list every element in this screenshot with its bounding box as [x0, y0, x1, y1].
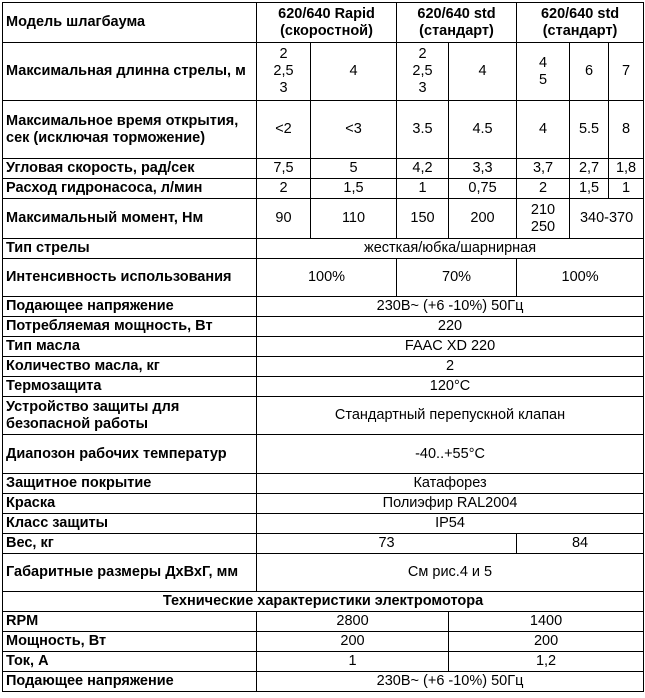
row-label: Максимальная длинна стрелы, м — [3, 43, 257, 101]
cell-value: 4 — [311, 43, 397, 101]
row-coating — [3, 474, 644, 494]
cell-value: жесткая/юбка/шарнирная — [257, 239, 644, 259]
cell-value: -40..+55°С — [257, 435, 644, 474]
cell-value: 7 — [609, 43, 644, 101]
cell-value: 1400 — [449, 612, 644, 632]
row-motor-rpm — [3, 612, 644, 632]
cell-value: 3.5 — [397, 101, 449, 159]
cell-value: 8 — [609, 101, 644, 159]
cell-value: 5 — [311, 159, 397, 179]
cell-value: 5.5 — [570, 101, 609, 159]
row-label: Диапозон рабочих температур — [3, 435, 257, 474]
cell-value: 220 — [257, 317, 644, 337]
row-pump-flow — [3, 179, 644, 199]
col-std1-header: 620/640 std (стандарт) — [397, 3, 517, 43]
row-label: Мощность, Вт — [3, 632, 257, 652]
cell-value: 230В~ (+6 -10%) 50Гц — [257, 672, 644, 692]
cell-value: 1 — [257, 652, 449, 672]
row-label: Расход гидронасоса, л/мин — [3, 179, 257, 199]
cell-value: 2,7 — [570, 159, 609, 179]
row-label: Габаритные размеры ДхВхГ, мм — [3, 554, 257, 592]
row-label: Угловая скорость, рад/сек — [3, 159, 257, 179]
row-protection — [3, 514, 644, 534]
col-std2-header: 620/640 std (стандарт) — [517, 3, 644, 43]
row-label: Устройство защиты для безопасной работы — [3, 397, 257, 435]
cell-value: 7,5 — [257, 159, 311, 179]
cell-value: 73 — [257, 534, 517, 554]
cell-value: 4.5 — [449, 101, 517, 159]
cell-value: 2 — [257, 179, 311, 199]
row-boom-type — [3, 239, 644, 259]
cell-value: 4 — [449, 43, 517, 101]
cell-value: 150 — [397, 199, 449, 239]
cell-value: 2 2,5 3 — [257, 43, 311, 101]
row-weight — [3, 534, 644, 554]
specs-table — [2, 2, 644, 692]
cell-value: 1,5 — [311, 179, 397, 199]
row-label: Краска — [3, 494, 257, 514]
cell-value: 2 2,5 3 — [397, 43, 449, 101]
cell-value: 340-370 — [570, 199, 644, 239]
cell-value: 2800 — [257, 612, 449, 632]
row-supply-voltage — [3, 297, 644, 317]
row-label: Класс защиты — [3, 514, 257, 534]
cell-value: 4 — [517, 101, 570, 159]
row-label: Количество масла, кг — [3, 357, 257, 377]
cell-value: 4 5 — [517, 43, 570, 101]
row-label: Термозащита — [3, 377, 257, 397]
cell-value: 3,3 — [449, 159, 517, 179]
cell-value: 200 — [449, 199, 517, 239]
row-label: Потребляемая мощность, Вт — [3, 317, 257, 337]
row-label: Подающее напряжение — [3, 672, 257, 692]
cell-value: 70% — [397, 259, 517, 297]
cell-value: 90 — [257, 199, 311, 239]
cell-value: 4,2 — [397, 159, 449, 179]
row-intensity — [3, 259, 644, 297]
cell-value: <3 — [311, 101, 397, 159]
cell-value: 2 — [257, 357, 644, 377]
cell-value: 200 — [257, 632, 449, 652]
row-motor-power — [3, 632, 644, 652]
row-label: Интенсивность использования — [3, 259, 257, 297]
cell-value: 1,5 — [570, 179, 609, 199]
row-paint — [3, 494, 644, 514]
row-safety — [3, 397, 644, 435]
cell-value: FAAC XD 220 — [257, 337, 644, 357]
row-label: Вес, кг — [3, 534, 257, 554]
cell-value: 2 — [517, 179, 570, 199]
row-boom-length — [3, 43, 644, 101]
cell-value: 100% — [517, 259, 644, 297]
row-label: Тип масла — [3, 337, 257, 357]
cell-value: 120°С — [257, 377, 644, 397]
row-label: Максимальный момент, Нм — [3, 199, 257, 239]
row-label: Подающее напряжение — [3, 297, 257, 317]
row-label: Тип стрелы — [3, 239, 257, 259]
cell-value: 200 — [449, 632, 644, 652]
cell-value: <2 — [257, 101, 311, 159]
motor-section-title: Технические характеристики электромотора — [3, 592, 644, 612]
cell-value: 1 — [609, 179, 644, 199]
row-open-time — [3, 101, 644, 159]
row-oil-amount — [3, 357, 644, 377]
row-temp-range — [3, 435, 644, 474]
header-row — [3, 3, 644, 43]
cell-value: 100% — [257, 259, 397, 297]
cell-value: См рис.4 и 5 — [257, 554, 644, 592]
cell-value: 110 — [311, 199, 397, 239]
cell-value: Катафорез — [257, 474, 644, 494]
cell-value: Стандартный перепускной клапан — [257, 397, 644, 435]
row-thermal — [3, 377, 644, 397]
cell-value: 210 250 — [517, 199, 570, 239]
cell-value: 84 — [517, 534, 644, 554]
row-label: Максимальное время открытия, сек (исключая торможение) — [3, 101, 257, 159]
cell-value: 230В~ (+6 -10%) 50Гц — [257, 297, 644, 317]
row-angular-speed — [3, 159, 644, 179]
row-dimensions — [3, 554, 644, 592]
row-motor-voltage — [3, 672, 644, 692]
cell-value: 1,8 — [609, 159, 644, 179]
motor-section-header — [3, 592, 644, 612]
cell-value: Полиэфир RAL2004 — [257, 494, 644, 514]
col-rapid-header: 620/640 Rapid (скоростной) — [257, 3, 397, 43]
row-oil-type — [3, 337, 644, 357]
row-label: RPM — [3, 612, 257, 632]
row-label: Ток, А — [3, 652, 257, 672]
row-motor-current — [3, 652, 644, 672]
cell-value: 1 — [397, 179, 449, 199]
row-power — [3, 317, 644, 337]
row-label: Защитное покрытие — [3, 474, 257, 494]
cell-value: 1,2 — [449, 652, 644, 672]
cell-value: 3,7 — [517, 159, 570, 179]
row-max-torque — [3, 199, 644, 239]
cell-value: 0,75 — [449, 179, 517, 199]
cell-value: IP54 — [257, 514, 644, 534]
model-label: Модель шлагбаума — [3, 3, 257, 43]
cell-value: 6 — [570, 43, 609, 101]
